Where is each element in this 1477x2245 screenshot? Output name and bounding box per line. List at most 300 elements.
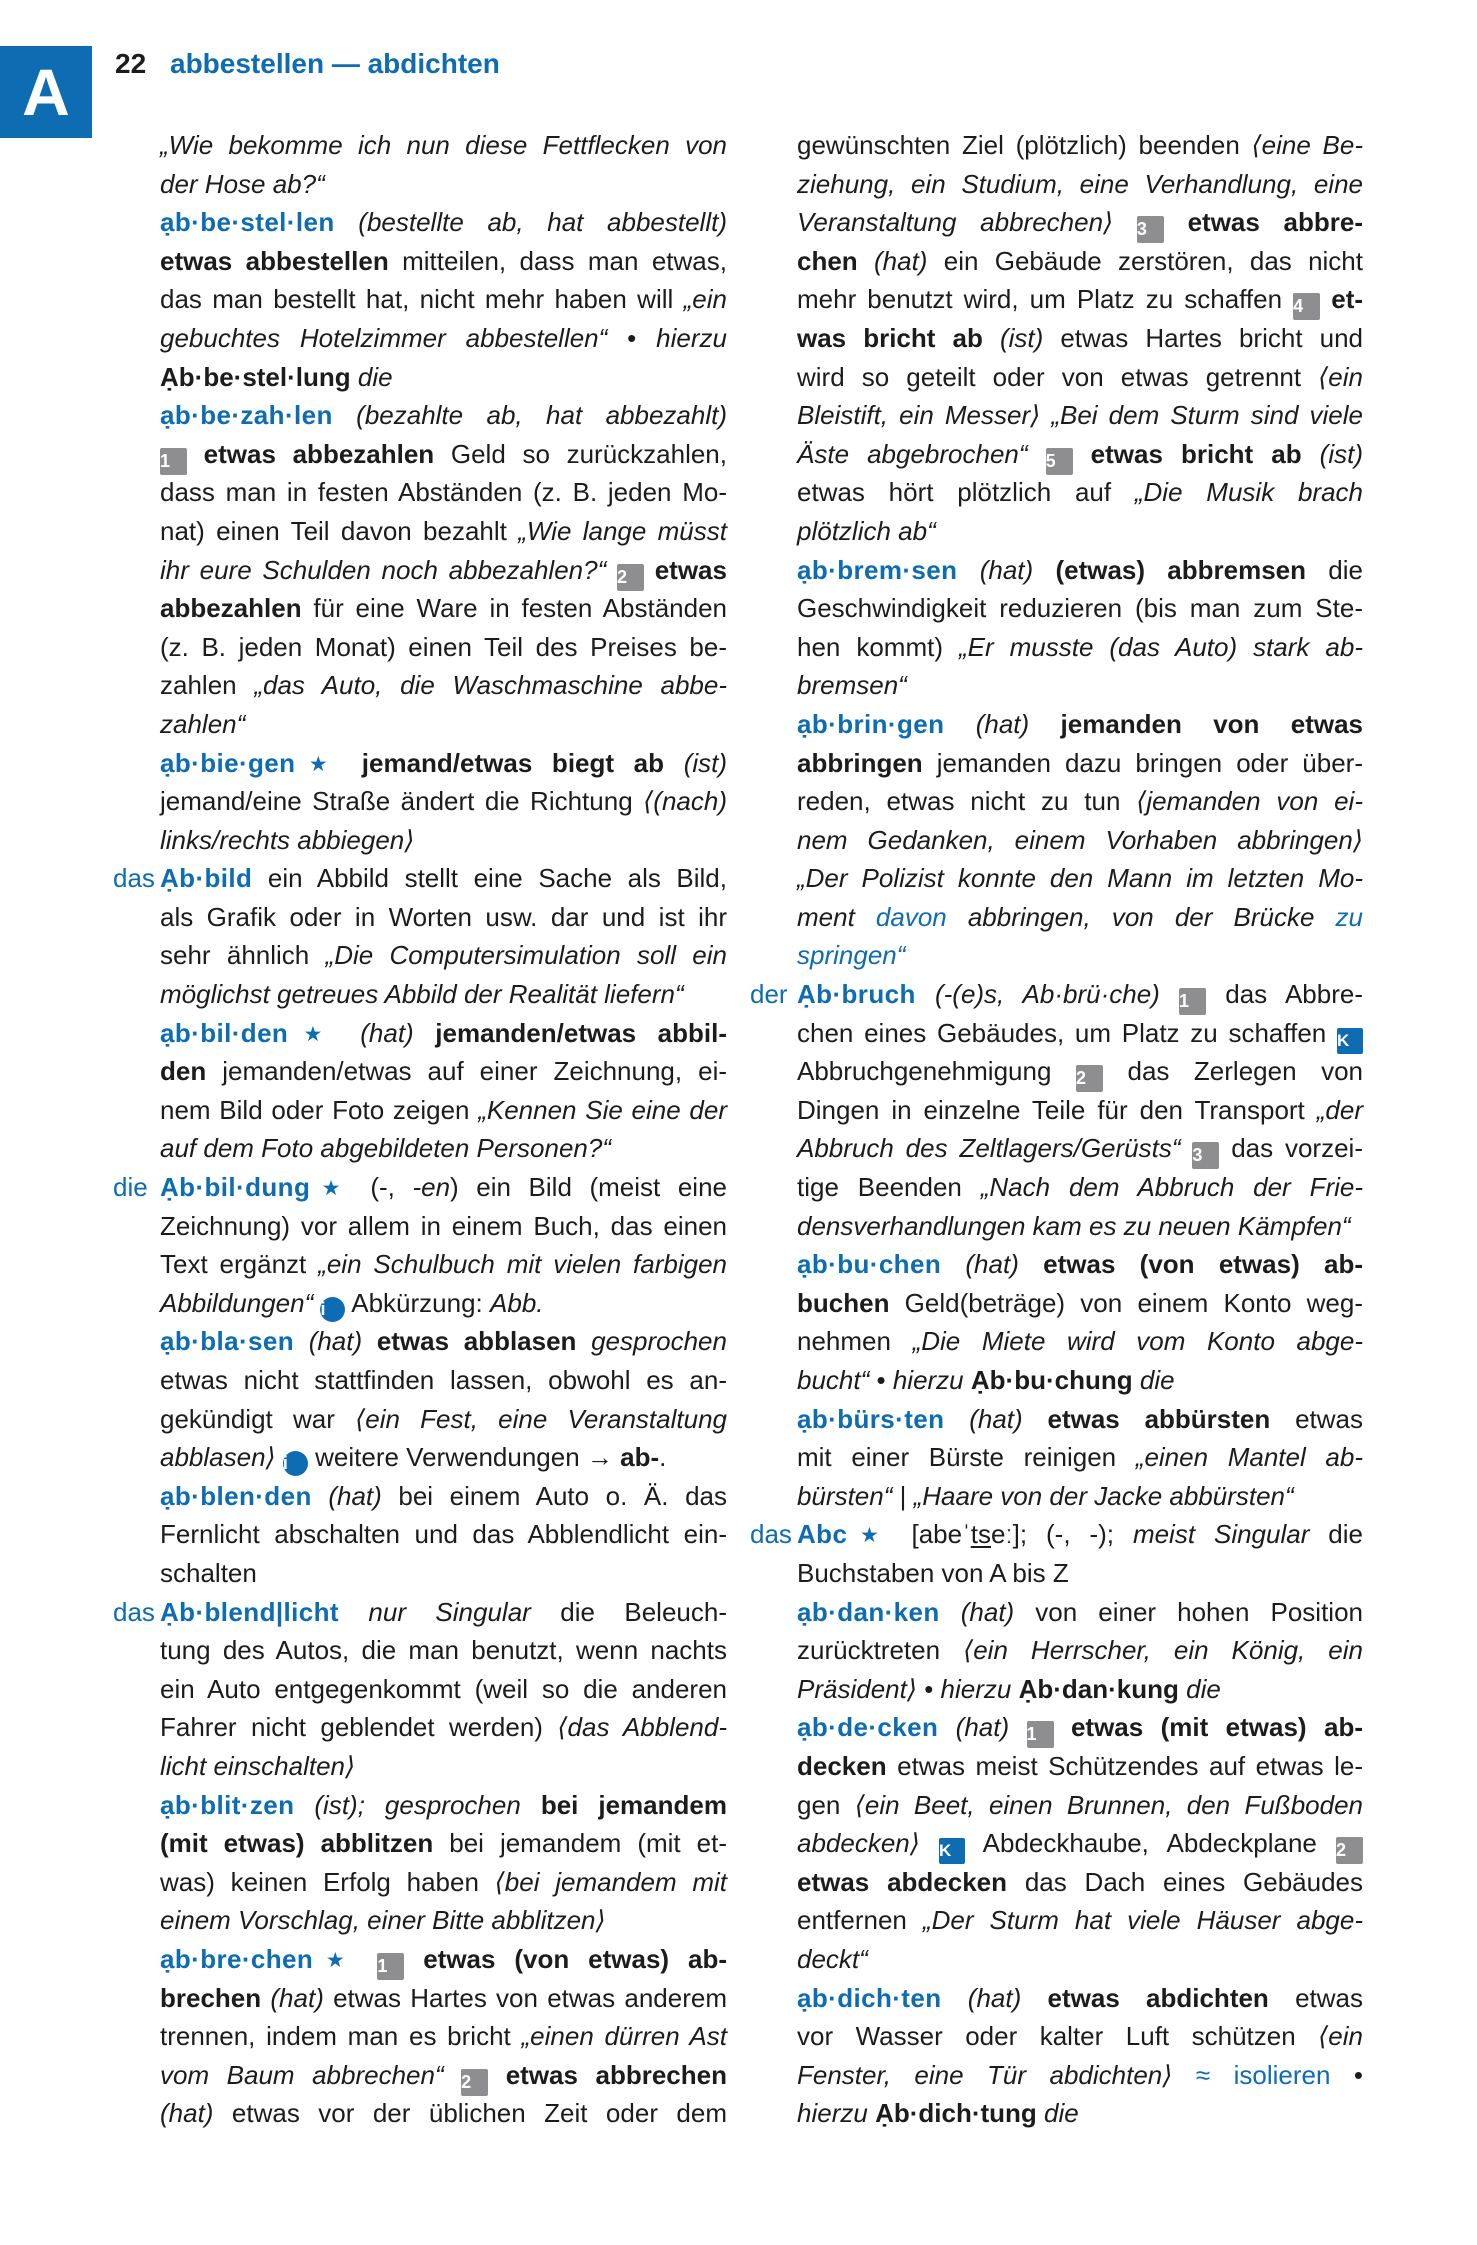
text-run: etwas abblasen <box>376 1326 577 1357</box>
text-run <box>339 1018 361 1048</box>
line-text <box>160 1438 727 1477</box>
line-text <box>797 2056 1363 2095</box>
text-run: eː]; (-, -); <box>990 1519 1133 1550</box>
text-run: abbringen <box>797 747 923 778</box>
line-text <box>797 551 1363 590</box>
text-run: Veranstaltung abbrechen⟩ <box>797 207 1114 238</box>
dictionary-line <box>797 126 1363 165</box>
dictionary-line <box>160 744 727 783</box>
text-run: bürsten“ <box>797 1480 893 1511</box>
dictionary-line <box>797 589 1363 628</box>
text-run: „Nach dem Abbruch der Frie- <box>980 1172 1364 1203</box>
dictionary-line <box>160 1400 727 1439</box>
text-run: „Haare von der Jacke abbürsten“ <box>913 1480 1294 1511</box>
dictionary-line <box>797 1207 1363 1246</box>
cross-reference: davon <box>875 901 947 932</box>
line-text <box>797 1631 1363 1670</box>
dictionary-line <box>797 473 1363 512</box>
dictionary-line <box>160 1477 727 1516</box>
text-run: nem Bild oder Foto zeigen <box>160 1094 479 1125</box>
text-run: plötzlich ab“ <box>797 515 936 546</box>
dictionary-line <box>797 1361 1363 1400</box>
text-run: „das Auto, die Waschmaschine abbe- <box>254 670 727 701</box>
dictionary-line <box>160 1940 727 1979</box>
text-run <box>957 555 979 585</box>
text-run: . <box>659 1442 667 1473</box>
dictionary-line <box>160 1824 727 1863</box>
text-run: etwas Hartes bricht und <box>1043 322 1364 353</box>
line-text <box>797 1940 1363 1979</box>
dictionary-line <box>797 1052 1363 1091</box>
line-text <box>797 435 1363 475</box>
cross-reference: zu <box>1335 901 1363 932</box>
text-run <box>1019 1249 1043 1279</box>
margin-article: das <box>113 1596 155 1627</box>
text-run: Abkürzung: <box>345 1287 491 1318</box>
text-run: jemanden/etwas abbil- <box>435 1017 727 1048</box>
text-run: dass man in festen Abständen (z. B. jeden Mo- <box>160 477 727 508</box>
headword: ạb·be·stel·len <box>160 207 335 238</box>
dictionary-line <box>797 242 1363 281</box>
line-text <box>160 628 727 667</box>
text-run: „Kennen Sie eine der <box>478 1094 727 1125</box>
line-text <box>797 1477 1363 1516</box>
dictionary-line <box>160 1747 727 1786</box>
text-run <box>276 1442 283 1472</box>
text-run: etwas abbrechen <box>488 2059 727 2090</box>
headword: Ạb·blend|licht <box>160 1596 339 1627</box>
text-run: (hat) <box>975 708 1030 739</box>
text-run <box>664 748 684 778</box>
line-text <box>160 1979 727 2018</box>
headword: ạb·bu·chen <box>797 1249 942 1280</box>
star-icon: ★ <box>311 1177 351 1201</box>
dictionary-line <box>160 358 727 397</box>
line-text <box>797 1014 1363 1054</box>
text-run: reden, etwas nicht zu tun <box>797 786 1137 817</box>
text-run: deckt“ <box>797 1943 868 1974</box>
dictionary-line <box>797 2056 1363 2095</box>
line-text <box>160 1593 727 1632</box>
text-run <box>606 555 617 585</box>
dictionary-line <box>797 396 1363 435</box>
text-run: den <box>160 1056 207 1087</box>
text-run <box>1160 979 1179 1009</box>
text-run: gen <box>797 1789 855 1820</box>
line-text <box>160 1554 727 1593</box>
text-run <box>313 1288 320 1318</box>
text-run: „Der Sturm hat viele Häuser abge- <box>922 1905 1363 1936</box>
dictionary-line <box>160 1322 727 1361</box>
dictionary-line <box>160 898 727 937</box>
line-text <box>160 705 727 744</box>
line-text <box>797 126 1363 165</box>
headword: ạb·bie·gen <box>160 747 296 778</box>
text-run: (hat) <box>270 1982 324 2013</box>
line-text <box>797 2017 1363 2056</box>
alphabet-tab <box>0 46 92 138</box>
text-run: (hat) <box>965 1249 1019 1280</box>
text-run: Abbruch des Zeltlagers/Gerüsts“ <box>797 1133 1181 1164</box>
dictionary-line <box>797 1901 1363 1940</box>
line-text <box>797 1824 1363 1864</box>
dictionary-line <box>160 1631 727 1670</box>
dictionary-line <box>797 1014 1363 1053</box>
dictionary-line <box>160 1091 727 1130</box>
star-icon: ★ <box>848 1524 891 1548</box>
text-run <box>444 2060 462 2090</box>
text-run: ⟨ein <box>1318 361 1363 392</box>
text-run <box>521 1790 541 1820</box>
text-run: etwas bricht ab <box>1072 438 1302 469</box>
dictionary-line <box>160 319 727 358</box>
text-run: (-(e)s, Ab·brü·che) <box>934 979 1160 1010</box>
text-run <box>942 1983 968 2013</box>
dictionary-line <box>797 782 1363 821</box>
line-text <box>797 473 1363 512</box>
text-run: „Die Musik brach <box>1134 477 1363 508</box>
dictionary-line <box>797 280 1363 319</box>
text-run: „Die Miete wird vom Konto abge- <box>912 1326 1363 1357</box>
dictionary-line <box>160 1863 727 1902</box>
text-run <box>1037 2098 1044 2128</box>
text-run: (hat) <box>308 1326 363 1357</box>
dictionary-line <box>797 1670 1363 1709</box>
dictionary-line <box>797 821 1363 860</box>
text-run: hen kommt) <box>797 631 959 662</box>
text-run: bei jemandem (mit et- <box>433 1828 727 1859</box>
line-text <box>160 1708 727 1747</box>
sense-number-badge: 4 <box>1293 293 1320 320</box>
text-run: der Hose ab?“ <box>160 168 325 199</box>
text-run: das Dach eines Gebäudes <box>1007 1866 1363 1897</box>
text-run <box>333 400 356 430</box>
text-run: Ạb·dan·kung <box>1018 1673 1179 1704</box>
text-run: das man bestellt hat, nicht mehr haben will <box>160 284 684 315</box>
text-run: „Wie lange müsst <box>518 515 727 546</box>
text-run: • <box>607 322 657 353</box>
line-text <box>797 666 1363 705</box>
line-text <box>797 898 1363 937</box>
text-run: ihr eure Schulden noch abbezahlen?“ <box>160 554 607 585</box>
text-run: Fernlicht abschalten und das Abblendlicht ein- <box>160 1519 727 1550</box>
line-text <box>797 1786 1363 1825</box>
dictionary-line <box>797 358 1363 397</box>
sense-number-badge: 2 <box>617 564 644 591</box>
dictionary-line <box>160 1052 727 1091</box>
text-run <box>916 979 935 1009</box>
dictionary-line <box>797 1824 1363 1863</box>
dictionary-line <box>160 2094 727 2133</box>
cross-reference: ≈ isolieren <box>1195 2059 1331 2090</box>
line-text <box>160 126 727 165</box>
dictionary-line <box>797 319 1363 358</box>
text-run: das Abbre- <box>1206 979 1363 1010</box>
text-run <box>964 1365 971 1395</box>
text-run: abblasen⟩ <box>160 1442 276 1473</box>
line-text <box>160 1129 727 1168</box>
dictionary-line <box>160 1979 727 2018</box>
text-run <box>1172 2060 1195 2090</box>
text-run: (hat) <box>960 1596 1015 1627</box>
dictionary-line <box>160 821 727 860</box>
text-run: etwas meist Schützendes auf etwas le- <box>886 1750 1363 1781</box>
dictionary-line <box>797 936 1363 975</box>
text-run: das vorzei- <box>1219 1133 1363 1164</box>
dictionary-line <box>797 666 1363 705</box>
dictionary-line <box>797 1284 1363 1323</box>
text-run: (bestellte ab, hat abbestellt) <box>358 207 727 238</box>
line-text <box>160 1631 727 1670</box>
line-text <box>160 1786 727 1825</box>
text-run <box>920 1828 939 1858</box>
line-text <box>797 1979 1363 2018</box>
text-run: sehr ähnlich <box>160 940 326 971</box>
line-text <box>797 1438 1363 1477</box>
dictionary-line <box>160 512 727 551</box>
dictionary-line <box>797 435 1363 474</box>
dictionary-line <box>160 551 727 590</box>
line-text <box>160 280 727 319</box>
sense-number-badge: 2 <box>1336 1837 1363 1864</box>
text-run: die <box>1309 1519 1363 1550</box>
text-run: mitteilen, dass man etwas, <box>388 245 727 276</box>
text-run: Geld(beträge) von einem Konto weg- <box>889 1287 1363 1318</box>
text-run: möglichst getreues Abbild der Realität liefern“ <box>160 979 684 1010</box>
sense-number-badge: 1 <box>377 1953 404 1980</box>
text-run <box>1028 439 1046 469</box>
text-run: gebuchtes Hotelzimmer abbestellen“ <box>160 322 608 353</box>
text-run <box>294 1326 309 1356</box>
text-run: was) keinen Erfolg haben <box>160 1866 495 1897</box>
text-run <box>1302 439 1320 469</box>
sense-number-badge: 5 <box>1046 448 1073 475</box>
dictionary-line <box>160 1670 727 1709</box>
line-text <box>160 358 727 397</box>
text-run: ⟨bei jemandem mit <box>494 1866 728 1897</box>
line-text <box>160 1901 727 1940</box>
line-text <box>160 1284 727 1323</box>
line-text <box>797 358 1363 397</box>
dictionary-line <box>113 1593 727 1632</box>
text-run: abdecken⟩ <box>797 1828 920 1859</box>
line-text <box>797 1245 1363 1284</box>
line-text <box>160 1863 727 1902</box>
line-text <box>160 782 727 821</box>
text-run <box>1023 1404 1048 1434</box>
line-text <box>797 319 1363 358</box>
dictionary-line <box>160 203 727 242</box>
text-run: bremsen“ <box>797 670 907 701</box>
text-run <box>362 1326 377 1356</box>
dictionary-line <box>797 1631 1363 1670</box>
line-text <box>797 512 1363 551</box>
text-run: etwas abbre- <box>1163 207 1364 238</box>
text-run: (hat) <box>360 1017 414 1048</box>
text-run <box>1009 1712 1026 1742</box>
text-run: links/rechts abbiegen⟩ <box>160 824 415 855</box>
text-run: buchen <box>797 1287 890 1318</box>
dictionary-line <box>160 2017 727 2056</box>
text-run <box>1011 1674 1018 1704</box>
line-text <box>160 1245 727 1284</box>
text-run: ⟨ein Herrscher, ein König, ein <box>963 1635 1363 1666</box>
dictionary-line <box>160 2056 727 2095</box>
dictionary-line <box>160 1284 727 1323</box>
headword: Ạb·bild <box>160 863 253 894</box>
dictionary-line <box>160 1129 727 1168</box>
text-run: jemanden von etwas <box>1060 708 1363 739</box>
text-run: „einen dürren Ast <box>521 2021 727 2052</box>
line-text <box>160 666 727 705</box>
line-text <box>160 1515 727 1554</box>
headword: ạb·bürs·ten <box>797 1403 945 1434</box>
text-run: nem Gedanken, einem Vorhaben abbringen⟩ <box>797 824 1363 855</box>
page-number: 22 <box>115 48 147 79</box>
line-text <box>160 1670 727 1709</box>
headword: ạb·bre·chen <box>160 1943 314 1974</box>
line-text <box>160 1824 727 1863</box>
line-text <box>797 936 1363 975</box>
line-text <box>160 473 727 512</box>
text-run: das Zerlegen von <box>1102 1056 1363 1087</box>
line-text <box>797 1168 1363 1207</box>
line-text <box>160 551 727 591</box>
star-icon: ★ <box>289 1022 337 1046</box>
dictionary-line <box>160 165 727 204</box>
line-text <box>160 203 727 242</box>
text-run: -en <box>412 1172 451 1203</box>
text-run: etwas abbürsten <box>1047 1403 1271 1434</box>
text-run: licht einschalten⟩ <box>160 1750 356 1781</box>
dictionary-line <box>160 782 727 821</box>
text-run: jemanden/etwas auf einer Zeichnung, ei- <box>206 1056 727 1087</box>
dictionary-line <box>160 1901 727 1940</box>
line-text <box>797 1515 1363 1556</box>
sense-number-badge: 2 <box>1076 1065 1103 1092</box>
text-run: (hat) <box>160 2098 214 2129</box>
dictionary-line <box>797 551 1363 590</box>
dictionary-line <box>797 2017 1363 2056</box>
line-text <box>797 782 1363 821</box>
line-text <box>160 1940 727 1981</box>
text-run: (ist) <box>1319 438 1363 469</box>
text-run: „ein <box>683 284 727 315</box>
text-run: bei einem Auto o. Ä. das <box>381 1480 727 1511</box>
text-run: ein Gebäude zerstören, das nicht <box>927 245 1363 276</box>
line-text <box>160 1361 727 1400</box>
dictionary-line <box>160 473 727 512</box>
dictionary-line <box>160 975 727 1014</box>
text-run <box>938 1712 955 1742</box>
text-run: als Grafik oder in Worten usw. dar und ist ihr <box>160 901 727 932</box>
text-run: etwas <box>1268 1982 1363 2013</box>
dictionary-line <box>797 1322 1363 1361</box>
text-run: tige Beenden <box>797 1172 981 1203</box>
info-icon: i <box>283 1451 308 1476</box>
dictionary-line <box>797 1863 1363 1902</box>
text-run: „Die Computersimulation soll ein <box>325 940 727 971</box>
cross-reference: springen“ <box>797 940 906 971</box>
text-run: zahlen <box>160 670 255 701</box>
text-run: Abb. <box>490 1287 544 1318</box>
dictionary-line <box>797 1168 1363 1207</box>
text-run <box>1033 555 1055 585</box>
line-text <box>160 589 727 628</box>
text-run: etwas (von etwas) ab- <box>404 1943 727 1974</box>
text-run: (ist) <box>999 322 1044 353</box>
line-text <box>797 628 1363 667</box>
line-text <box>797 705 1363 744</box>
text-run: (hat) <box>873 245 928 276</box>
line-text <box>160 435 727 475</box>
text-run <box>1133 1365 1140 1395</box>
line-text <box>797 1670 1363 1709</box>
text-run <box>1029 709 1060 739</box>
text-run: die <box>1186 1673 1221 1704</box>
text-run: ⟨eine Be- <box>1251 130 1364 160</box>
text-run: Buchstaben von A bis Z <box>797 1557 1069 1588</box>
dictionary-line <box>797 1940 1363 1979</box>
line-text <box>797 1554 1363 1593</box>
line-text <box>797 1863 1363 1902</box>
text-run: etwas (mit etwas) ab- <box>1053 1712 1363 1743</box>
text-run <box>868 2098 875 2128</box>
dictionary-line <box>797 1593 1363 1632</box>
line-text <box>160 1207 727 1246</box>
sense-number-badge: 3 <box>1192 1142 1219 1169</box>
text-run: gesprochen <box>591 1326 727 1357</box>
margin-article: das <box>113 863 155 894</box>
line-text <box>160 1014 727 1055</box>
text-run: etwas hört plötzlich auf <box>797 477 1135 508</box>
dictionary-line <box>797 859 1363 898</box>
dictionary-line <box>797 1979 1363 2018</box>
margin-article: das <box>750 1519 792 1550</box>
text-run <box>1113 207 1137 237</box>
dictionary-line <box>113 859 727 898</box>
line-text <box>797 1322 1363 1361</box>
text-run: vor Wasser oder kalter Luft schützen <box>797 2021 1319 2052</box>
text-run <box>342 748 362 778</box>
text-run: jemanden dazu bringen oder über- <box>922 747 1363 778</box>
text-run: hierzu <box>892 1365 964 1395</box>
text-run: trennen, indem man es bricht <box>160 2021 522 2052</box>
text-run: bucht“ <box>797 1365 870 1395</box>
text-run <box>261 1983 270 2013</box>
line-text <box>797 1052 1363 1092</box>
text-run: ) ein Bild (meist eine <box>450 1172 727 1203</box>
dictionary-line <box>797 898 1363 937</box>
text-run: Geld so zurückzahlen, <box>434 438 727 469</box>
headword: Ạb·bruch <box>797 979 916 1010</box>
line-text <box>797 1284 1363 1323</box>
line-text <box>797 1091 1363 1130</box>
text-run: (hat) <box>967 1982 1022 2013</box>
text-run: etwas Hartes von etwas anderem <box>323 1982 727 2013</box>
line-text <box>797 859 1363 898</box>
text-run <box>944 1404 969 1434</box>
text-run: nur Singular <box>368 1596 531 1627</box>
dictionary-line <box>160 1515 727 1554</box>
line-text <box>797 242 1363 281</box>
text-run <box>1181 1133 1193 1163</box>
text-run: etwas nicht stattfinden lassen, obwohl es an- <box>160 1365 727 1395</box>
text-run: hierzu <box>940 1673 1012 1704</box>
text-run <box>414 1018 436 1048</box>
text-run: gewünschten Ziel (plötzlich) beenden <box>797 130 1252 160</box>
headword: ạb·be·zah·len <box>160 400 333 431</box>
